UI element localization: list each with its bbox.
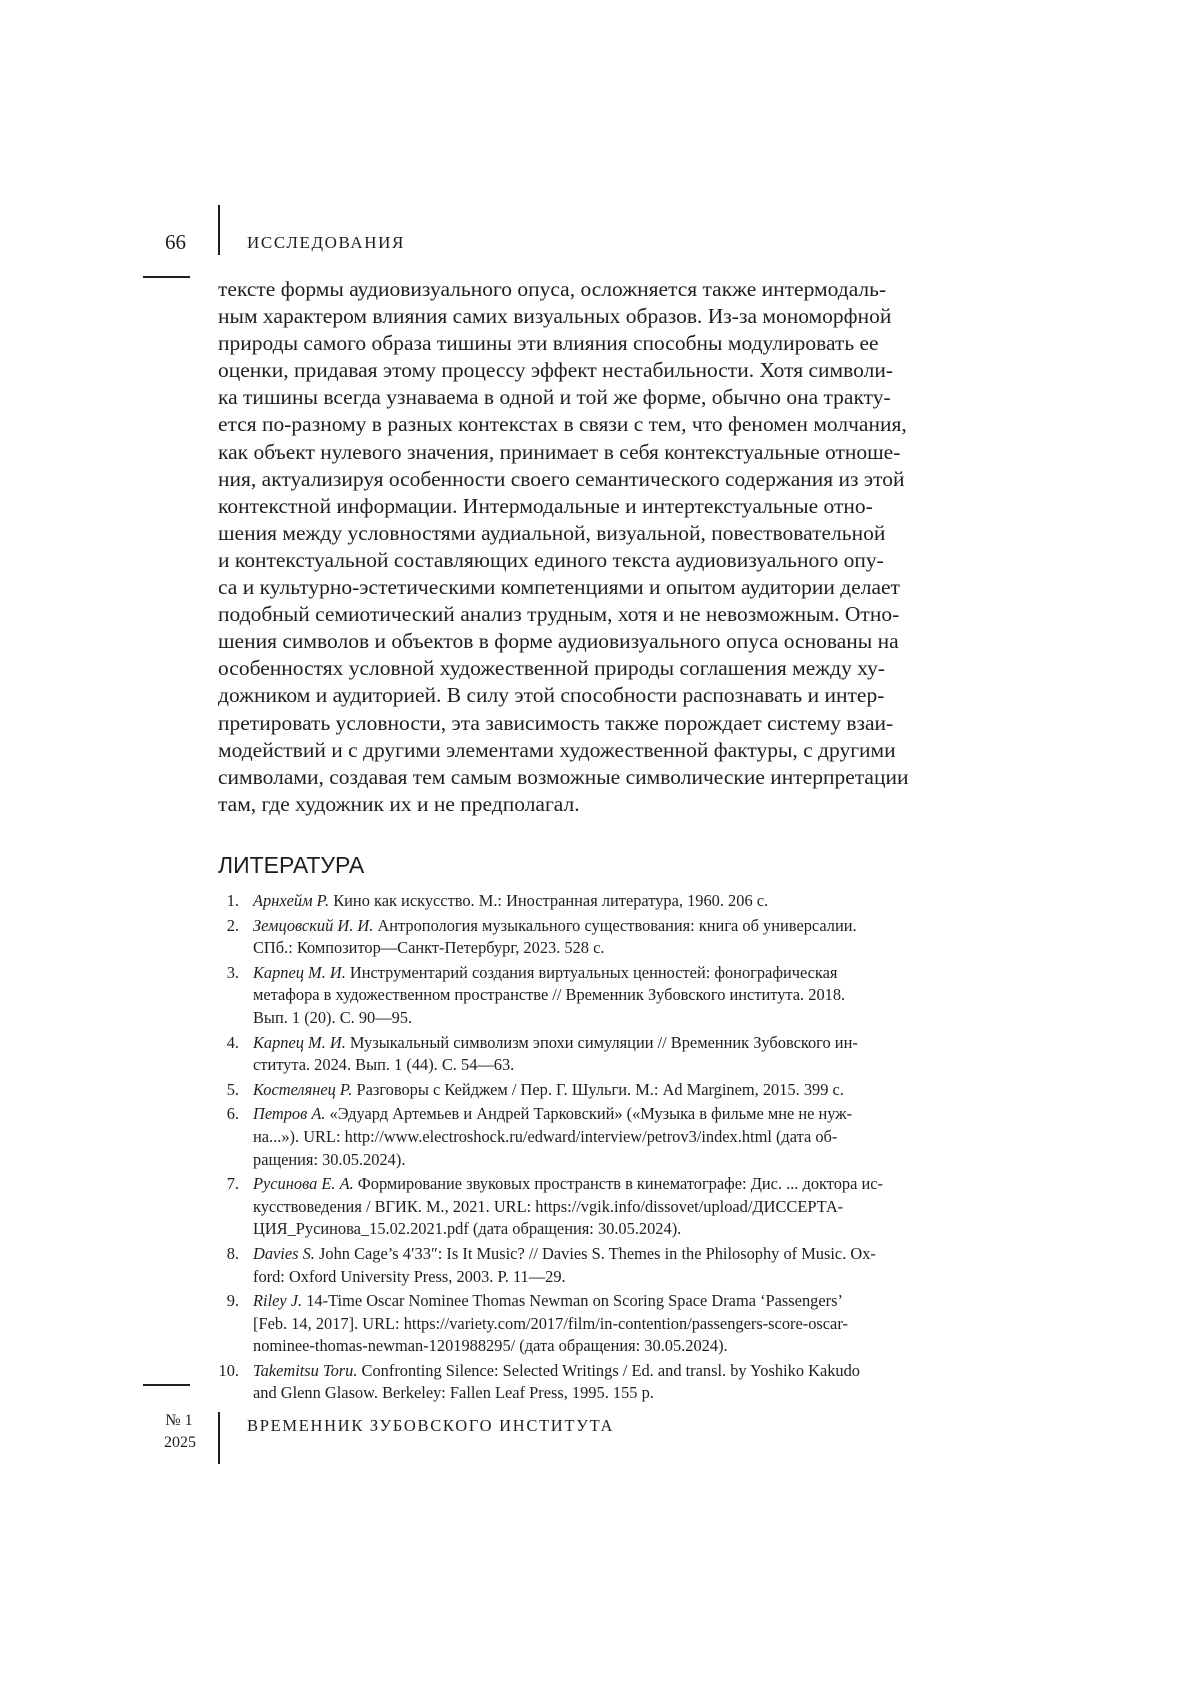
- reference-item: [218, 1173, 976, 1241]
- reference-text: Антропология музыкального существования: книга об универсалии.: [373, 915, 857, 935]
- reference-author: Карпец М. И.: [253, 1032, 346, 1052]
- reference-author: Riley J.: [253, 1291, 303, 1311]
- reference-line: [253, 1079, 976, 1102]
- reference-text: Confronting Silence: Selected Writings / Ed. and transl. by Yoshiko Kakudo: [357, 1360, 860, 1380]
- body-line: оценки, придавая этому процессу эффект нестабильности. Хотя символи-: [218, 358, 893, 383]
- reference-number: 3.: [226, 962, 239, 982]
- margin-rule-bottom: [143, 1384, 190, 1386]
- body-line: са и культурно-эстетическими компетенциями и опытом аудитории делает: [218, 575, 900, 600]
- margin-rule-top: [143, 276, 190, 278]
- issue-info: [164, 1410, 194, 1454]
- reference-line: СПб.: Композитор—Санкт-Петербург, 2023. 528 с.: [253, 938, 605, 958]
- reference-author: Костелянец Р.: [253, 1079, 353, 1099]
- body-line: ния, актуализируя особенности своего семантического содержания из этой: [218, 466, 905, 491]
- reference-line: [Feb. 14, 2017]. URL: https://variety.com/2017/film/in-contention/passengers-score-oscar-: [253, 1313, 848, 1333]
- reference-line: метафора в художественном пространстве // Временник Зубовского института. 2018.: [253, 985, 846, 1005]
- reference-text: Кино как искусство. М.: Иностранная литература, 1960. 206 с.: [329, 891, 769, 910]
- reference-line: на...»). URL: http://www.electroshock.ru/edward/interview/petrov3/index.html (дата об-: [253, 1126, 838, 1146]
- body-line: претировать условности, эта зависимость также порождает систему взаи-: [218, 710, 894, 735]
- reference-author: Takemitsu Toru.: [253, 1360, 358, 1380]
- reference-text: Разговоры с Кейджем / Пер. Г. Шульги. М.: Ad Marginem, 2015. 399 с.: [352, 1079, 844, 1099]
- reference-number: 8.: [226, 1243, 239, 1263]
- reference-line: ститута. 2024. Вып. 1 (44). С. 54—63.: [253, 1055, 515, 1075]
- reference-text: 14-Time Oscar Nominee Thomas Newman on Scoring Space Drama ‘Passengers’: [302, 1291, 843, 1311]
- reference-author: Земцовский И. И.: [253, 915, 374, 935]
- reference-line: кусствоведения / ВГИК. М., 2021. URL: https://vgik.info/dissovet/upload/ДИССЕРТА-: [253, 1196, 844, 1216]
- issue-year: 2025: [164, 1434, 196, 1451]
- body-line: контекстной информации. Интермодальные и интертекстуальные отно-: [218, 493, 873, 518]
- body-line: подобный семиотический анализ трудным, хотя и не невозможным. Отно-: [218, 602, 900, 627]
- reference-line: Вып. 1 (20). С. 90—95.: [253, 1007, 413, 1027]
- reference-line: [253, 1360, 976, 1383]
- reference-number: 2.: [226, 915, 239, 935]
- body-line: модействий и с другими элементами художественной фактуры, с другими: [218, 737, 896, 762]
- reference-item: [218, 1032, 976, 1077]
- section-label: ИССЛЕДОВАНИЯ: [247, 233, 405, 252]
- reference-item: [218, 1103, 976, 1171]
- reference-line: [253, 915, 976, 938]
- page-number: 66: [165, 230, 186, 254]
- reference-text: «Эдуард Артемьев и Андрей Тарковский» («Музыка в фильме мне не нуж-: [325, 1104, 853, 1124]
- issue-number: № 1: [165, 1412, 193, 1429]
- reference-author: Русинова Е. А.: [253, 1174, 354, 1194]
- reference-item: [218, 890, 976, 913]
- body-line: и контекстуальной составляющих единого текста аудиовизуального опу-: [218, 547, 884, 572]
- reference-item: [218, 1290, 976, 1358]
- reference-item: [218, 915, 976, 960]
- body-line: ется по-разному в разных контекстах в связи с тем, что феномен молчания,: [218, 412, 907, 437]
- references-list: [218, 890, 976, 1407]
- reference-text: John Cage’s 4′33″: Is It Music? // Davies S. Themes in the Philosophy of Music. Ox-: [314, 1243, 876, 1263]
- reference-author: Петров А.: [253, 1104, 326, 1124]
- reference-number: 9.: [226, 1291, 239, 1311]
- reference-author: Карпец М. И.: [253, 962, 346, 982]
- reference-line: nominee-thomas-newman-1201988295/ (дата обращения: 30.05.2024).: [253, 1336, 728, 1356]
- journal-title: ВРЕМЕННИК ЗУБОВСКОГО ИНСТИТУТА: [247, 1416, 615, 1435]
- body-line: как объект нулевого значения, принимает в себя контекстуальные отноше-: [218, 439, 901, 464]
- body-line: шения между условностями аудиальной, визуальной, повествовательной: [218, 520, 886, 545]
- body-paragraph: [218, 276, 976, 818]
- reference-author: Арнхейм Р.: [253, 891, 330, 910]
- reference-number: 10.: [218, 1360, 239, 1380]
- reference-number: 5.: [226, 1079, 239, 1099]
- body-line: ным характером влияния самих визуальных образов. Из-за мономорфной: [218, 304, 892, 329]
- body-line: символами, создавая тем самым возможные символические интерпретации: [218, 764, 909, 789]
- reference-item: [218, 962, 976, 1030]
- reference-line: ЦИЯ_Русинова_15.02.2021.pdf (дата обращения: 30.05.2024).: [253, 1219, 682, 1239]
- reference-line: [253, 1103, 976, 1126]
- reference-number: 7.: [226, 1174, 239, 1194]
- reference-line: [253, 1243, 976, 1266]
- reference-line: [253, 1290, 976, 1313]
- reference-number: 6.: [226, 1104, 239, 1124]
- reference-item: [218, 1079, 976, 1102]
- reference-line: [253, 890, 976, 913]
- body-line: ка тишины всегда узнаваема в одной и той же форме, обычно она тракту-: [218, 385, 891, 410]
- footer-divider: [218, 1412, 220, 1464]
- references-heading: ЛИТЕРАТУРА: [218, 852, 365, 878]
- reference-line: [253, 1032, 976, 1055]
- reference-line: ращения: 30.05.2024).: [253, 1149, 406, 1169]
- reference-text: Музыкальный символизм эпохи симуляции // Временник Зубовского ин-: [345, 1032, 858, 1052]
- reference-line: [253, 1173, 976, 1196]
- reference-line: ford: Oxford University Press, 2003. P. 11—29.: [253, 1266, 566, 1286]
- reference-author: Davies S.: [253, 1243, 315, 1263]
- body-line: дожником и аудиторией. В силу этой способности распознавать и интер-: [218, 683, 885, 708]
- body-line: природы самого образа тишины эти влияния способны модулировать ее: [218, 331, 879, 356]
- reference-line: and Glenn Glasow. Berkeley: Fallen Leaf Press, 1995. 155 p.: [253, 1383, 654, 1403]
- reference-text: Формирование звуковых пространств в кинематографе: Дис. ... доктора ис-: [353, 1174, 884, 1194]
- body-line: особенностях условной художественной природы соглашения между ху-: [218, 656, 886, 681]
- reference-item: [218, 1243, 976, 1288]
- reference-line: [253, 962, 976, 985]
- reference-item: [218, 1360, 976, 1405]
- body-line: там, где художник их и не предполагал.: [218, 791, 580, 816]
- reference-text: Инструментарий создания виртуальных ценностей: фонографическая: [345, 962, 838, 982]
- reference-number: 1.: [226, 891, 239, 910]
- reference-number: 4.: [226, 1032, 239, 1052]
- body-line: шения символов и объектов в форме аудиовизуального опуса основаны на: [218, 629, 899, 654]
- header-divider: [218, 205, 220, 255]
- body-line: тексте формы аудиовизуального опуса, осложняется также интермодаль-: [218, 277, 887, 301]
